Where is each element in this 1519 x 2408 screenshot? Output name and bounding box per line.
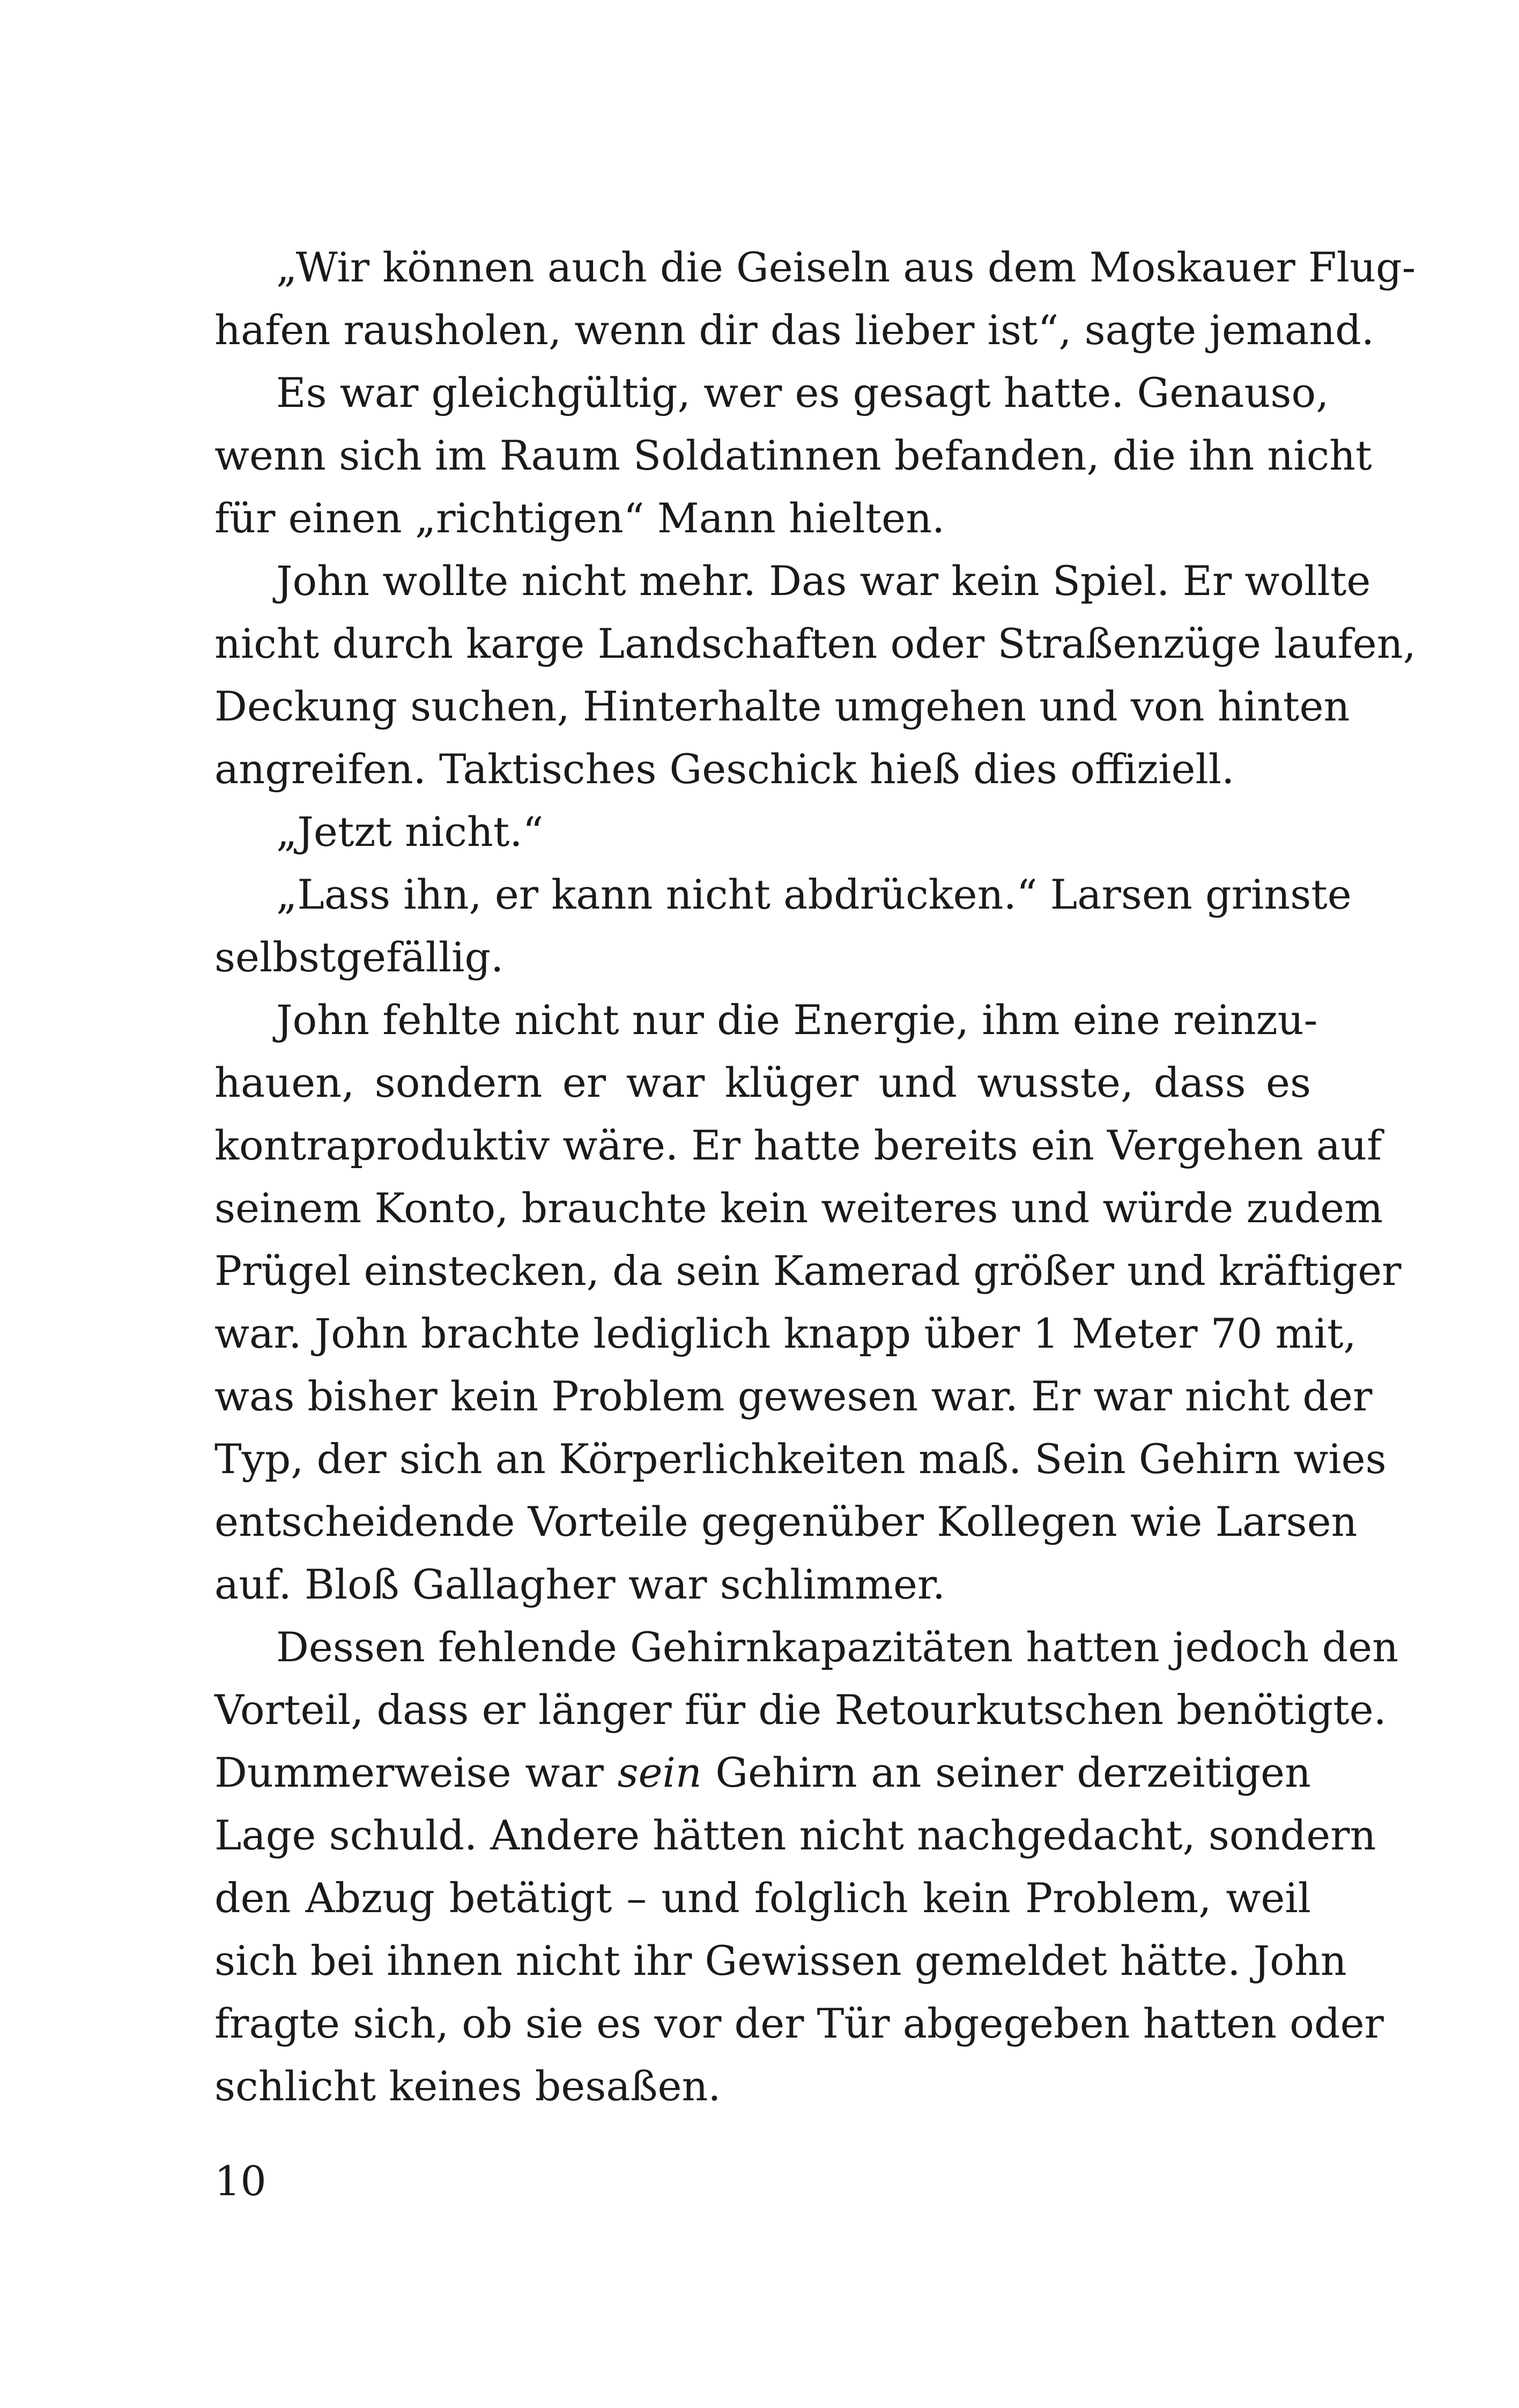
page-number: 10 bbox=[214, 2157, 266, 2205]
paragraph-6 bbox=[214, 989, 1402, 1616]
text-fragment: Gehirn an seiner derzeitigen bbox=[701, 1749, 1311, 1796]
text-line: sich bei ihnen nicht ihr Gewissen gemeldet hätte. John bbox=[214, 1937, 1347, 1985]
text-line: Dessen fehlende Gehirnkapazitäten hatten jedoch den bbox=[276, 1623, 1399, 1671]
text-line: Prügel einstecken, da sein Kamerad größer und kräftiger bbox=[214, 1247, 1402, 1295]
paragraph-3 bbox=[214, 549, 1416, 800]
text-line: was bisher kein Problem gewesen war. Er war nicht der bbox=[214, 1372, 1373, 1420]
text-line: „Jetzt nicht.“ bbox=[276, 808, 544, 856]
text-line: für einen „richtigen“ Mann hielten. bbox=[214, 494, 945, 542]
text-line: selbstgefällig. bbox=[214, 933, 504, 981]
text-line: den Abzug betätigt – und folglich kein Problem, weil bbox=[214, 1874, 1311, 1922]
text-line: fragte sich, ob sie es vor der Tür abgegeben hatten oder bbox=[214, 2000, 1384, 2047]
text-line: hauen, sondern er war klüger und wusste, dass es bbox=[214, 1059, 1311, 1106]
text-line: Deckung suchen, Hinterhalte umgehen und von hinten bbox=[214, 682, 1350, 730]
paragraph-1 bbox=[214, 236, 1416, 361]
text-line: war. John brachte lediglich knapp über 1 Meter 70 mit, bbox=[214, 1310, 1357, 1357]
text-line: kontraproduktiv wäre. Er hatte bereits ein Vergehen auf bbox=[214, 1121, 1382, 1169]
text-line: wenn sich im Raum Soldatinnen befanden, die ihn nicht bbox=[214, 432, 1372, 479]
text-line: Es war gleichgültig, wer es gesagt hatte. Genauso, bbox=[276, 369, 1329, 417]
emphasis: sein bbox=[617, 1749, 702, 1796]
text-line: hafen rausholen, wenn dir das lieber ist“, sagte jemand. bbox=[214, 306, 1374, 354]
text-fragment: Dummerweise war bbox=[214, 1749, 618, 1796]
text-line: angreifen. Taktisches Geschick hieß dies offiziell. bbox=[214, 745, 1235, 793]
paragraph-2 bbox=[214, 361, 1372, 549]
text-line: schlicht keines besaßen. bbox=[214, 2062, 721, 2110]
text-line: Typ, der sich an Körperlichkeiten maß. Sein Gehirn wies bbox=[214, 1435, 1387, 1483]
text-line: John fehlte nicht nur die Energie, ihm eine reinzu- bbox=[276, 996, 1318, 1044]
text-line: nicht durch karge Landschaften oder Straßenzüge laufen, bbox=[214, 620, 1416, 667]
paragraph-7 bbox=[214, 1616, 1399, 2117]
text-line: „Lass ihn, er kann nicht abdrücken.“ Larsen grinste bbox=[276, 871, 1352, 918]
text-line: John wollte nicht mehr. Das war kein Spiel. Er wollte bbox=[276, 557, 1371, 605]
text-line: Lage schuld. Andere hätten nicht nachgedacht, sondern bbox=[214, 1811, 1376, 1859]
text-line: Vorteil, dass er länger für die Retourkutschen benötigte. bbox=[214, 1686, 1387, 1734]
body-text bbox=[214, 236, 1416, 2117]
text-line: seinem Konto, brauchte kein weiteres und würde zudem bbox=[214, 1184, 1383, 1232]
text-line: „Wir können auch die Geiseln aus dem Moskauer Flug- bbox=[276, 243, 1416, 291]
paragraph-4 bbox=[214, 800, 1311, 863]
paragraph-5 bbox=[214, 863, 1352, 989]
text-line: auf. Bloß Gallagher war schlimmer. bbox=[214, 1560, 946, 1608]
text-line: entscheidende Vorteile gegenüber Kollegen wie Larsen bbox=[214, 1498, 1358, 1545]
text-line bbox=[214, 1741, 1311, 1804]
